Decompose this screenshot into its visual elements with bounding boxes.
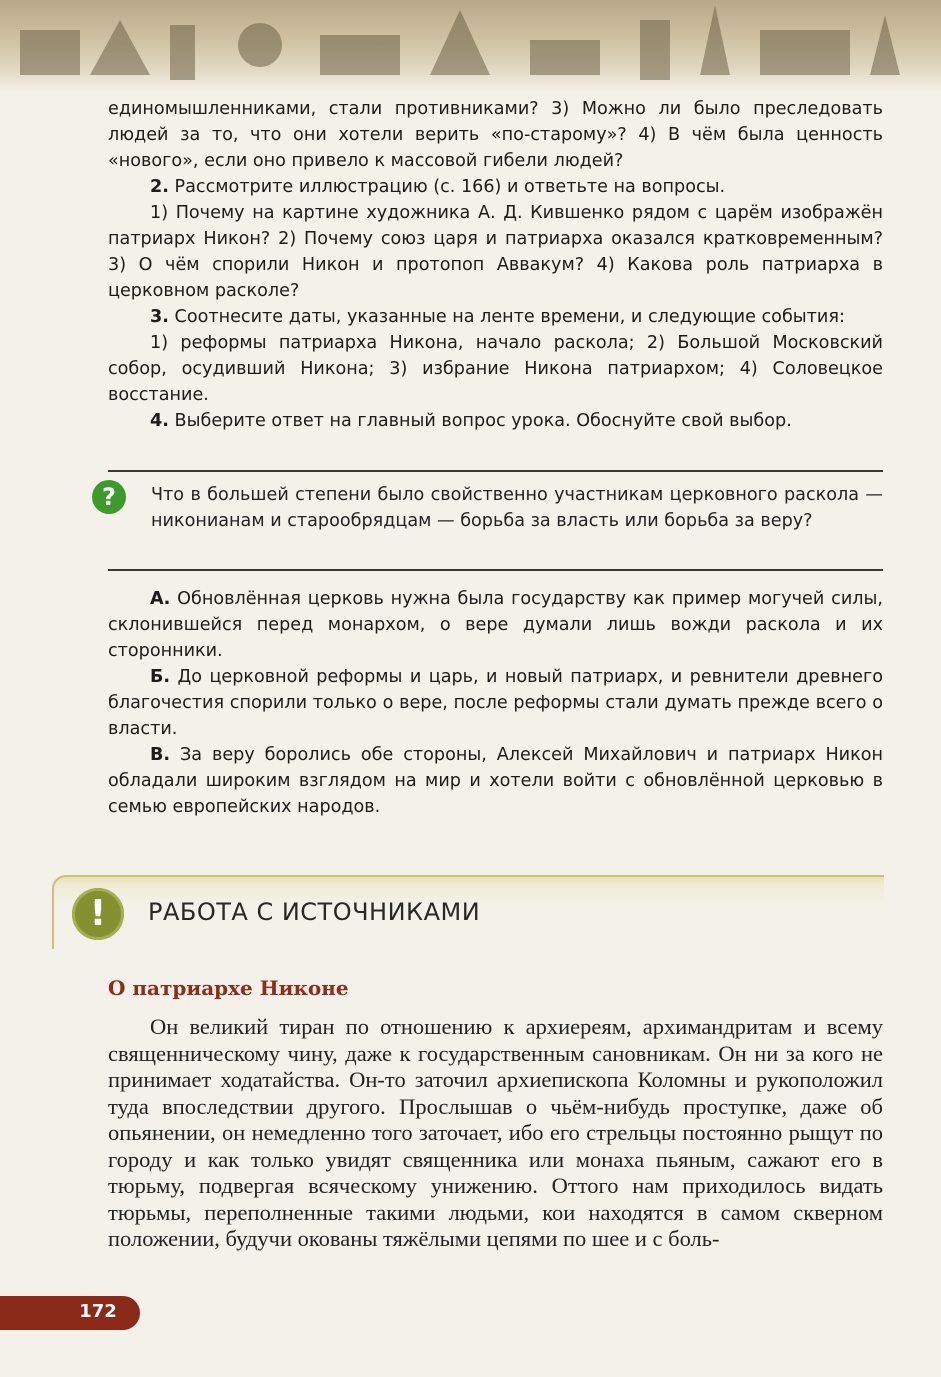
question-3-number: 3. (150, 307, 169, 327)
banner-drawing (0, 0, 941, 92)
answer-c-text: За веру боролись обе стороны, Алексей Михайлович и патриарх Никон обладали широким взглядом на мир и хотели войти с обновлённой церковью в семью европейских народов. (108, 745, 883, 817)
question-2-number: 2. (150, 177, 169, 197)
question-2-text: Рассмотрите иллюстрацию (с. 166) и ответьте на вопросы. (168, 177, 726, 197)
question-3 (108, 304, 883, 330)
exclamation-icon: ! (72, 888, 124, 940)
divider-bottom (108, 569, 883, 571)
question-mark-icon: ? (92, 480, 126, 514)
divider-top (108, 470, 883, 472)
header-illustration (0, 0, 941, 92)
answer-b (108, 664, 883, 742)
question-4-number: 4. (150, 411, 169, 431)
question-4 (108, 408, 883, 434)
answer-options (108, 586, 883, 820)
sources-section-title: РАБОТА С ИСТОЧНИКАМИ (148, 898, 481, 926)
answer-a (108, 586, 883, 664)
main-lesson-question: Что в большей степени было свойственно участникам церковного раскола — никонианам и старообрядцам — борьба за власть или борьба за веру? (151, 485, 883, 531)
source-excerpt: Он великий тиран по отношению к архиереям, архимандритам и всему священническому чину, даже к государственным сановникам. Он ни за кого не принимает ходатайства. Он-то заточил архиепископа Коломны и рукоположил туда впоследствии другого. Прослышав о чьём-нибудь проступке, даже об опьянении, он немедленно того заточает, ибо его стрельцы постоянно рыщут по городу и как только увидят священника или монаха пьяным, сажают его в тюрьму, подвергая всяческому унижению. Оттого нам приходилось видать тюрьмы, переполненные такими людьми, кои находятся в самом скверном положении, будучи окованы тяжёлыми цепями по шее и с боль- (108, 1014, 883, 1251)
question-3-events: 1) реформы патриарха Никона, начало раскола; 2) Большой Московский собор, осудивший Никона; 3) избрание Никона патриархом; 4) Соловецкое восстание. (108, 333, 883, 405)
question-4-text: Выберите ответ на главный вопрос урока. Обоснуйте свой выбор. (168, 411, 792, 431)
question-2-subquestions: 1) Почему на картине художника А. Д. Кившенко рядом с царём изображён патриарх Никон? 2) Почему союз царя и патриарха оказался кратковременным? 3) О чём спорили Никон и протопоп Аввакум? 4) Какова роль патриарха в церковном расколе? (108, 203, 883, 301)
question-1-continuation: единомышленниками, стали противниками? 3) Можно ли было преследовать людей за то, что они хотели верить «по-старому»? 4) В чём была ценность «нового», если оно привело к массовой гибели людей? (108, 99, 883, 171)
page-number: 172 (79, 1301, 117, 1322)
answer-c-letter: В. (150, 745, 171, 765)
answer-c (108, 742, 883, 820)
question-2 (108, 174, 883, 200)
answer-b-letter: Б. (150, 667, 171, 687)
answer-a-text: Обновлённая церковь нужна была государству как пример могучей силы, склонившейся перед монархом, о вере думали лишь вожди раскола и их сторонники. (108, 589, 883, 661)
source-title: О патриархе Никоне (108, 976, 349, 1000)
questions-block (108, 96, 883, 434)
answer-a-letter: А. (150, 589, 171, 609)
answer-b-text: До церковной реформы и царь, и новый патриарх, и ревнители древнего благочестия спорили только о вере, после реформы стали думать прежде всего о власти. (108, 667, 883, 739)
question-3-text: Соотнесите даты, указанные на ленте времени, и следующие события: (168, 307, 845, 327)
